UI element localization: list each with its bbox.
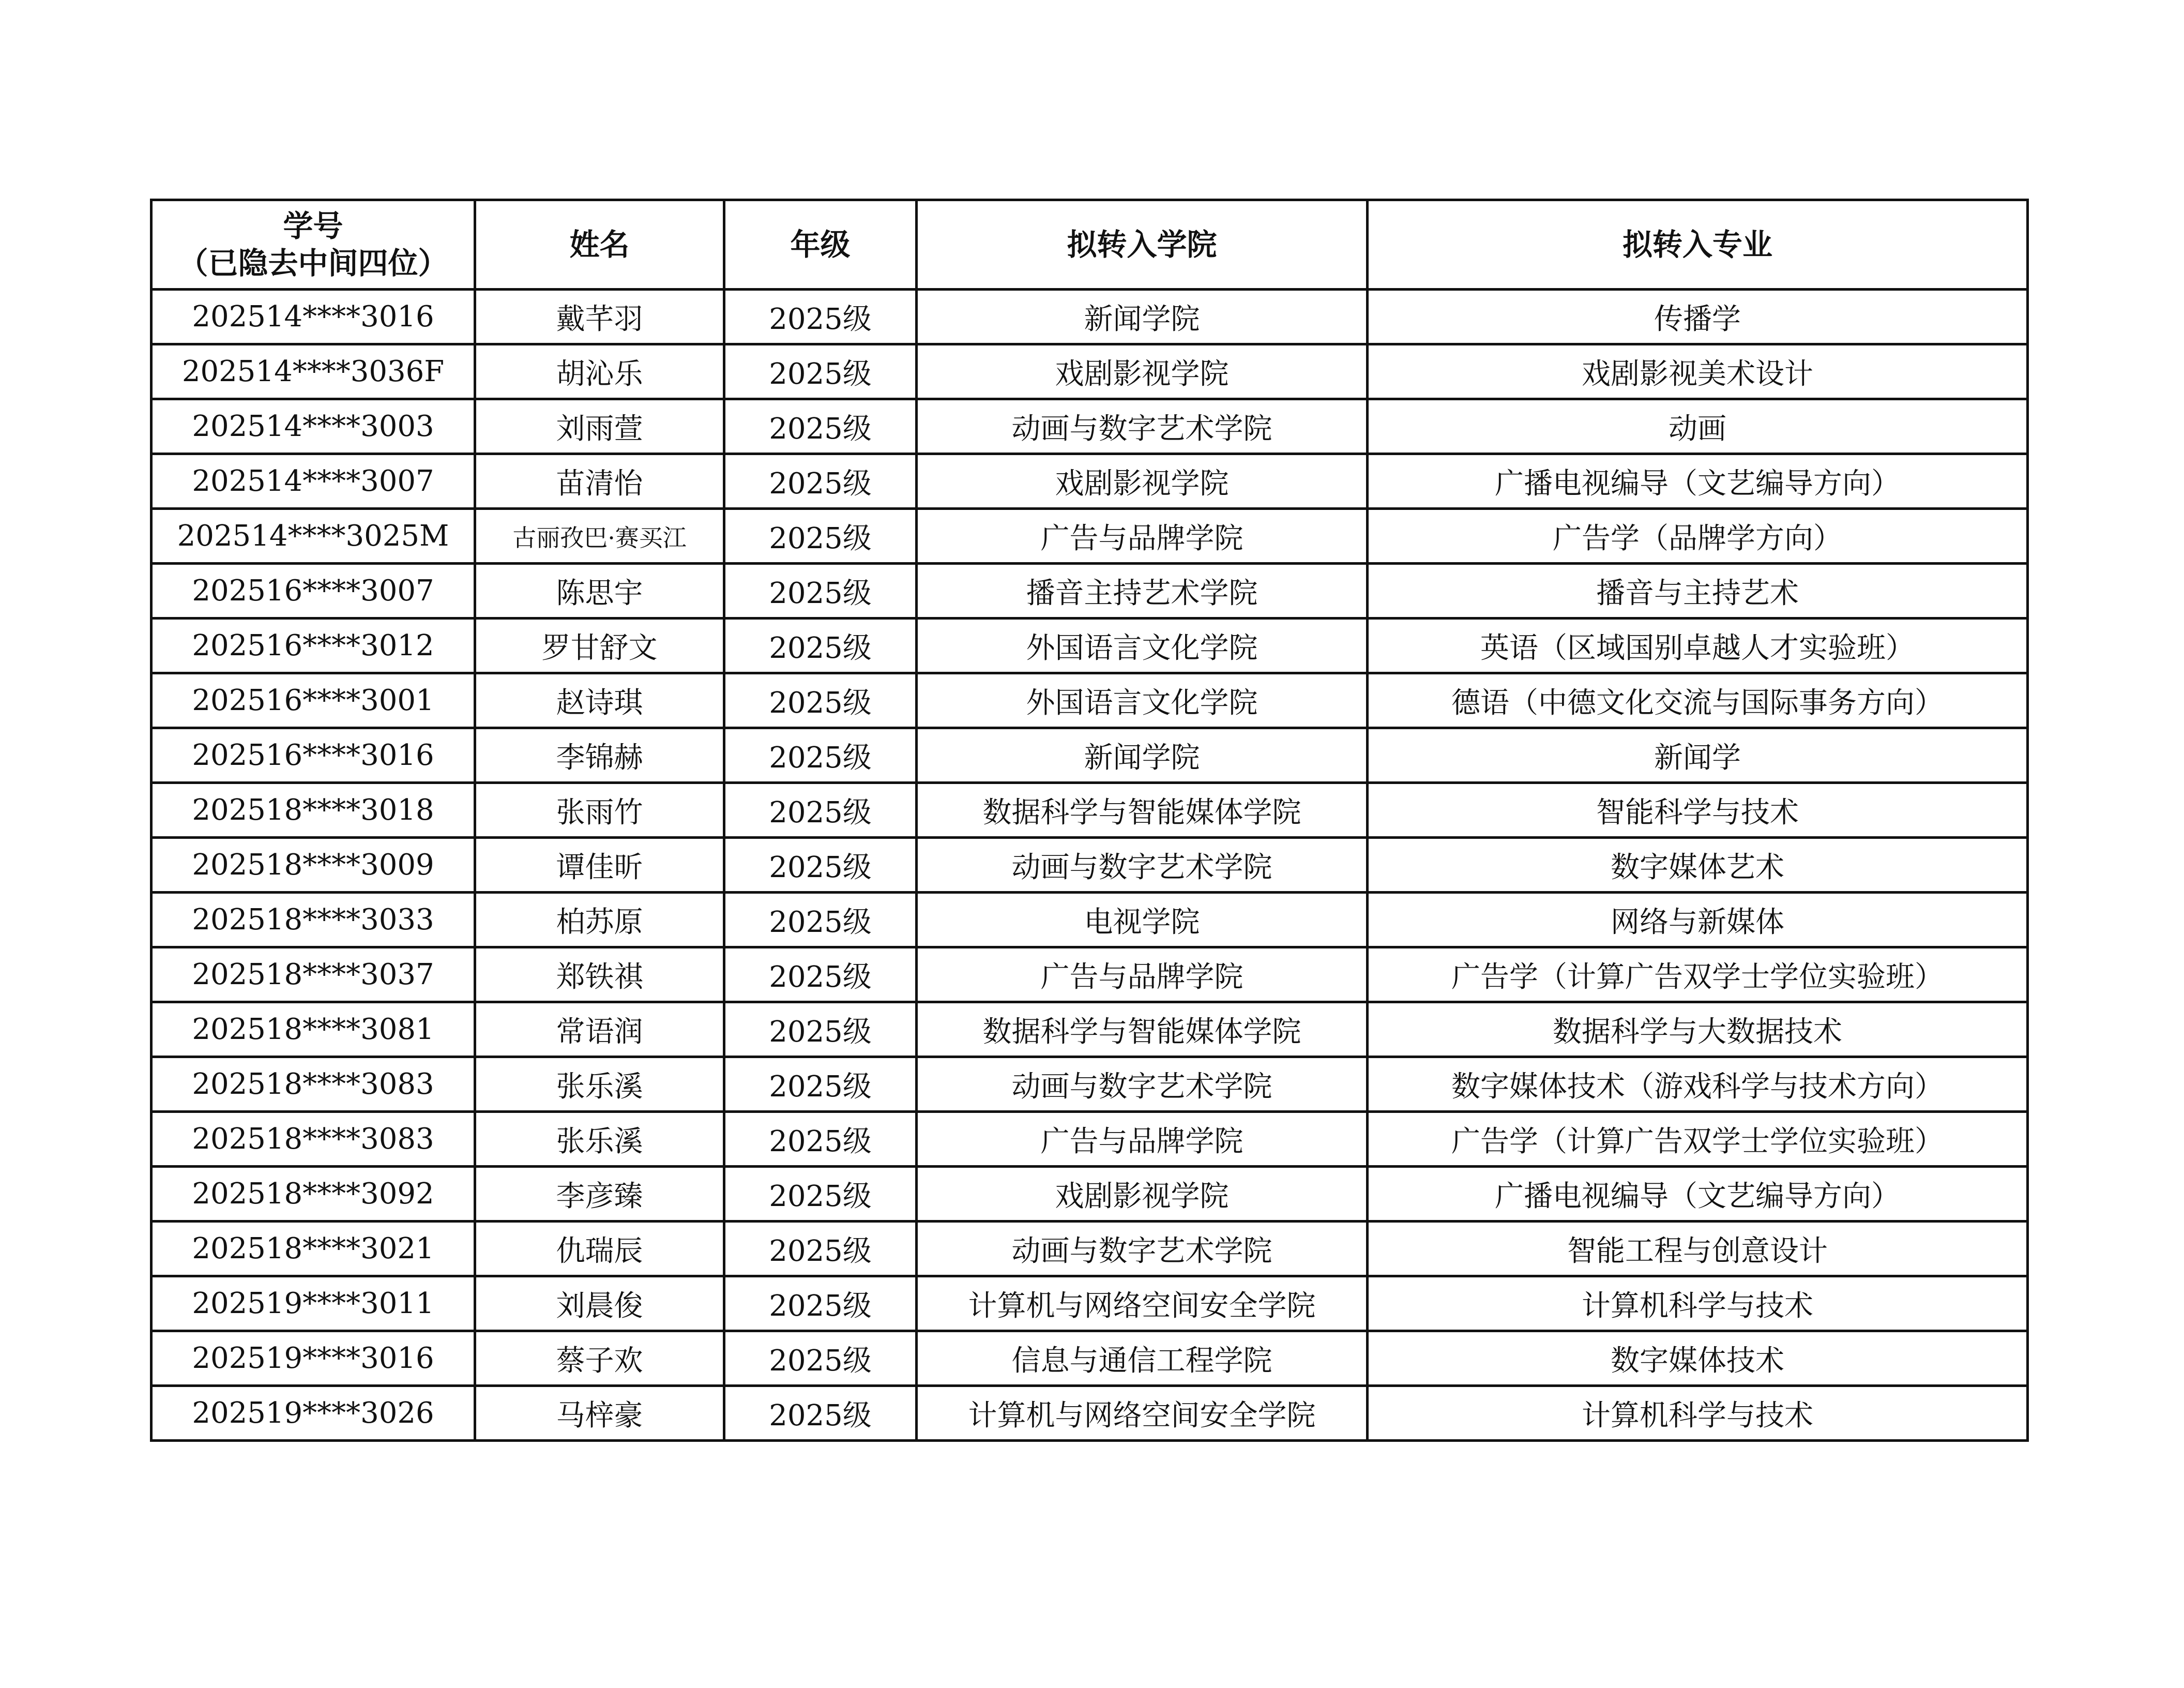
cell-college: 计算机与网络空间安全学院: [917, 1276, 1368, 1331]
cell-major: 传播学: [1368, 290, 2028, 344]
cell-grade: 2025级: [724, 1276, 917, 1331]
cell-college: 电视学院: [917, 893, 1368, 947]
cell-name: 李锦赫: [475, 728, 724, 783]
table-row: [151, 893, 2028, 947]
cell-name: 罗甘舒文: [475, 619, 724, 673]
cell-grade: 2025级: [724, 1002, 917, 1057]
cell-name: 李彦臻: [475, 1167, 724, 1222]
table-row: [151, 1331, 2028, 1386]
cell-name: 刘晨俊: [475, 1276, 724, 1331]
cell-name: 蔡子欢: [475, 1331, 724, 1386]
cell-college: 数据科学与智能媒体学院: [917, 783, 1368, 838]
cell-major: 网络与新媒体: [1368, 893, 2028, 947]
cell-name: 柏苏原: [475, 893, 724, 947]
cell-name: 刘雨萱: [475, 399, 724, 454]
cell-major: 广告学（品牌学方向）: [1368, 509, 2028, 564]
header-row: [151, 200, 2028, 290]
cell-major: 智能工程与创意设计: [1368, 1222, 2028, 1276]
cell-grade: 2025级: [724, 947, 917, 1002]
header-name: 姓名: [475, 200, 724, 290]
table-row: [151, 1057, 2028, 1112]
cell-grade: 2025级: [724, 564, 917, 619]
cell-name: 陈思宇: [475, 564, 724, 619]
cell-college: 信息与通信工程学院: [917, 1331, 1368, 1386]
cell-student-id: 202516****3007: [151, 564, 475, 619]
cell-student-id: 202519****3011: [151, 1276, 475, 1331]
cell-name: 古丽孜巴·赛买江: [475, 509, 724, 564]
cell-college: 计算机与网络空间安全学院: [917, 1386, 1368, 1441]
cell-major: 数据科学与大数据技术: [1368, 1002, 2028, 1057]
cell-grade: 2025级: [724, 290, 917, 344]
table-row: [151, 344, 2028, 399]
cell-college: 戏剧影视学院: [917, 1167, 1368, 1222]
cell-major: 新闻学: [1368, 728, 2028, 783]
cell-student-id: 202519****3016: [151, 1331, 475, 1386]
table-row: [151, 1112, 2028, 1167]
cell-grade: 2025级: [724, 1331, 917, 1386]
header-student-id-line2: （已隐去中间四位）: [178, 246, 448, 281]
cell-major: 智能科学与技术: [1368, 783, 2028, 838]
cell-grade: 2025级: [724, 1112, 917, 1167]
cell-name: 马梓豪: [475, 1386, 724, 1441]
cell-student-id: 202518****3083: [151, 1112, 475, 1167]
cell-major: 戏剧影视美术设计: [1368, 344, 2028, 399]
cell-name: 苗清怡: [475, 454, 724, 509]
cell-grade: 2025级: [724, 1057, 917, 1112]
cell-name: 戴芊羽: [475, 290, 724, 344]
cell-college: 动画与数字艺术学院: [917, 838, 1368, 893]
cell-major: 数字媒体技术（游戏科学与技术方向）: [1368, 1057, 2028, 1112]
cell-major: 英语（区域国别卓越人才实验班）: [1368, 619, 2028, 673]
table-row: [151, 947, 2028, 1002]
table-row: [151, 1167, 2028, 1222]
cell-name: 张雨竹: [475, 783, 724, 838]
cell-student-id: 202518****3083: [151, 1057, 475, 1112]
cell-major: 播音与主持艺术: [1368, 564, 2028, 619]
table-row: [151, 1002, 2028, 1057]
table-row: [151, 673, 2028, 728]
table-row: [151, 619, 2028, 673]
cell-student-id: 202514****3016: [151, 290, 475, 344]
cell-grade: 2025级: [724, 509, 917, 564]
cell-student-id: 202516****3012: [151, 619, 475, 673]
cell-student-id: 202518****3018: [151, 783, 475, 838]
cell-major: 广告学（计算广告双学士学位实验班）: [1368, 1112, 2028, 1167]
cell-grade: 2025级: [724, 619, 917, 673]
cell-student-id: 202518****3033: [151, 893, 475, 947]
cell-student-id: 202514****3036F: [151, 344, 475, 399]
cell-college: 新闻学院: [917, 728, 1368, 783]
table-row: [151, 1222, 2028, 1276]
cell-student-id: 202518****3021: [151, 1222, 475, 1276]
cell-name: 仇瑞辰: [475, 1222, 724, 1276]
cell-major: 计算机科学与技术: [1368, 1386, 2028, 1441]
cell-grade: 2025级: [724, 1386, 917, 1441]
cell-grade: 2025级: [724, 838, 917, 893]
cell-grade: 2025级: [724, 1167, 917, 1222]
cell-name: 谭佳昕: [475, 838, 724, 893]
header-college: 拟转入学院: [917, 200, 1368, 290]
cell-college: 广告与品牌学院: [917, 1112, 1368, 1167]
cell-college: 播音主持艺术学院: [917, 564, 1368, 619]
cell-college: 动画与数字艺术学院: [917, 1222, 1368, 1276]
cell-name: 常语润: [475, 1002, 724, 1057]
transfer-student-table: [150, 199, 2029, 1442]
cell-name: 胡沁乐: [475, 344, 724, 399]
header-student-id: [151, 200, 475, 290]
table-row: [151, 509, 2028, 564]
cell-name: 张乐溪: [475, 1057, 724, 1112]
cell-college: 广告与品牌学院: [917, 509, 1368, 564]
cell-college: 外国语言文化学院: [917, 673, 1368, 728]
cell-college: 戏剧影视学院: [917, 454, 1368, 509]
cell-name: 赵诗琪: [475, 673, 724, 728]
cell-student-id: 202518****3037: [151, 947, 475, 1002]
cell-grade: 2025级: [724, 893, 917, 947]
cell-student-id: 202514****3025M: [151, 509, 475, 564]
header-major: 拟转入专业: [1368, 200, 2028, 290]
cell-college: 动画与数字艺术学院: [917, 399, 1368, 454]
cell-student-id: 202519****3026: [151, 1386, 475, 1441]
table-row: [151, 838, 2028, 893]
table-row: [151, 454, 2028, 509]
cell-grade: 2025级: [724, 673, 917, 728]
cell-major: 计算机科学与技术: [1368, 1276, 2028, 1331]
cell-student-id: 202514****3007: [151, 454, 475, 509]
table-row: [151, 728, 2028, 783]
cell-student-id: 202516****3001: [151, 673, 475, 728]
cell-student-id: 202518****3081: [151, 1002, 475, 1057]
cell-student-id: 202518****3009: [151, 838, 475, 893]
cell-college: 数据科学与智能媒体学院: [917, 1002, 1368, 1057]
table-row: [151, 783, 2028, 838]
cell-major: 德语（中德文化交流与国际事务方向）: [1368, 673, 2028, 728]
cell-college: 动画与数字艺术学院: [917, 1057, 1368, 1112]
cell-major: 广播电视编导（文艺编导方向）: [1368, 1167, 2028, 1222]
cell-major: 数字媒体艺术: [1368, 838, 2028, 893]
header-grade: 年级: [724, 200, 917, 290]
cell-college: 新闻学院: [917, 290, 1368, 344]
table-row: [151, 1276, 2028, 1331]
table-row: [151, 1386, 2028, 1441]
cell-grade: 2025级: [724, 344, 917, 399]
cell-grade: 2025级: [724, 399, 917, 454]
cell-grade: 2025级: [724, 454, 917, 509]
cell-grade: 2025级: [724, 783, 917, 838]
cell-grade: 2025级: [724, 1222, 917, 1276]
table-row: [151, 290, 2028, 344]
cell-major: 广播电视编导（文艺编导方向）: [1368, 454, 2028, 509]
cell-major: 数字媒体技术: [1368, 1331, 2028, 1386]
header-student-id-line1: 学号: [283, 208, 343, 244]
cell-major: 广告学（计算广告双学士学位实验班）: [1368, 947, 2028, 1002]
cell-name: 张乐溪: [475, 1112, 724, 1167]
cell-name: 郑铁祺: [475, 947, 724, 1002]
cell-major: 动画: [1368, 399, 2028, 454]
cell-grade: 2025级: [724, 728, 917, 783]
cell-student-id: 202514****3003: [151, 399, 475, 454]
table-row: [151, 399, 2028, 454]
cell-student-id: 202518****3092: [151, 1167, 475, 1222]
cell-college: 广告与品牌学院: [917, 947, 1368, 1002]
cell-student-id: 202516****3016: [151, 728, 475, 783]
table-row: [151, 564, 2028, 619]
cell-college: 戏剧影视学院: [917, 344, 1368, 399]
cell-college: 外国语言文化学院: [917, 619, 1368, 673]
